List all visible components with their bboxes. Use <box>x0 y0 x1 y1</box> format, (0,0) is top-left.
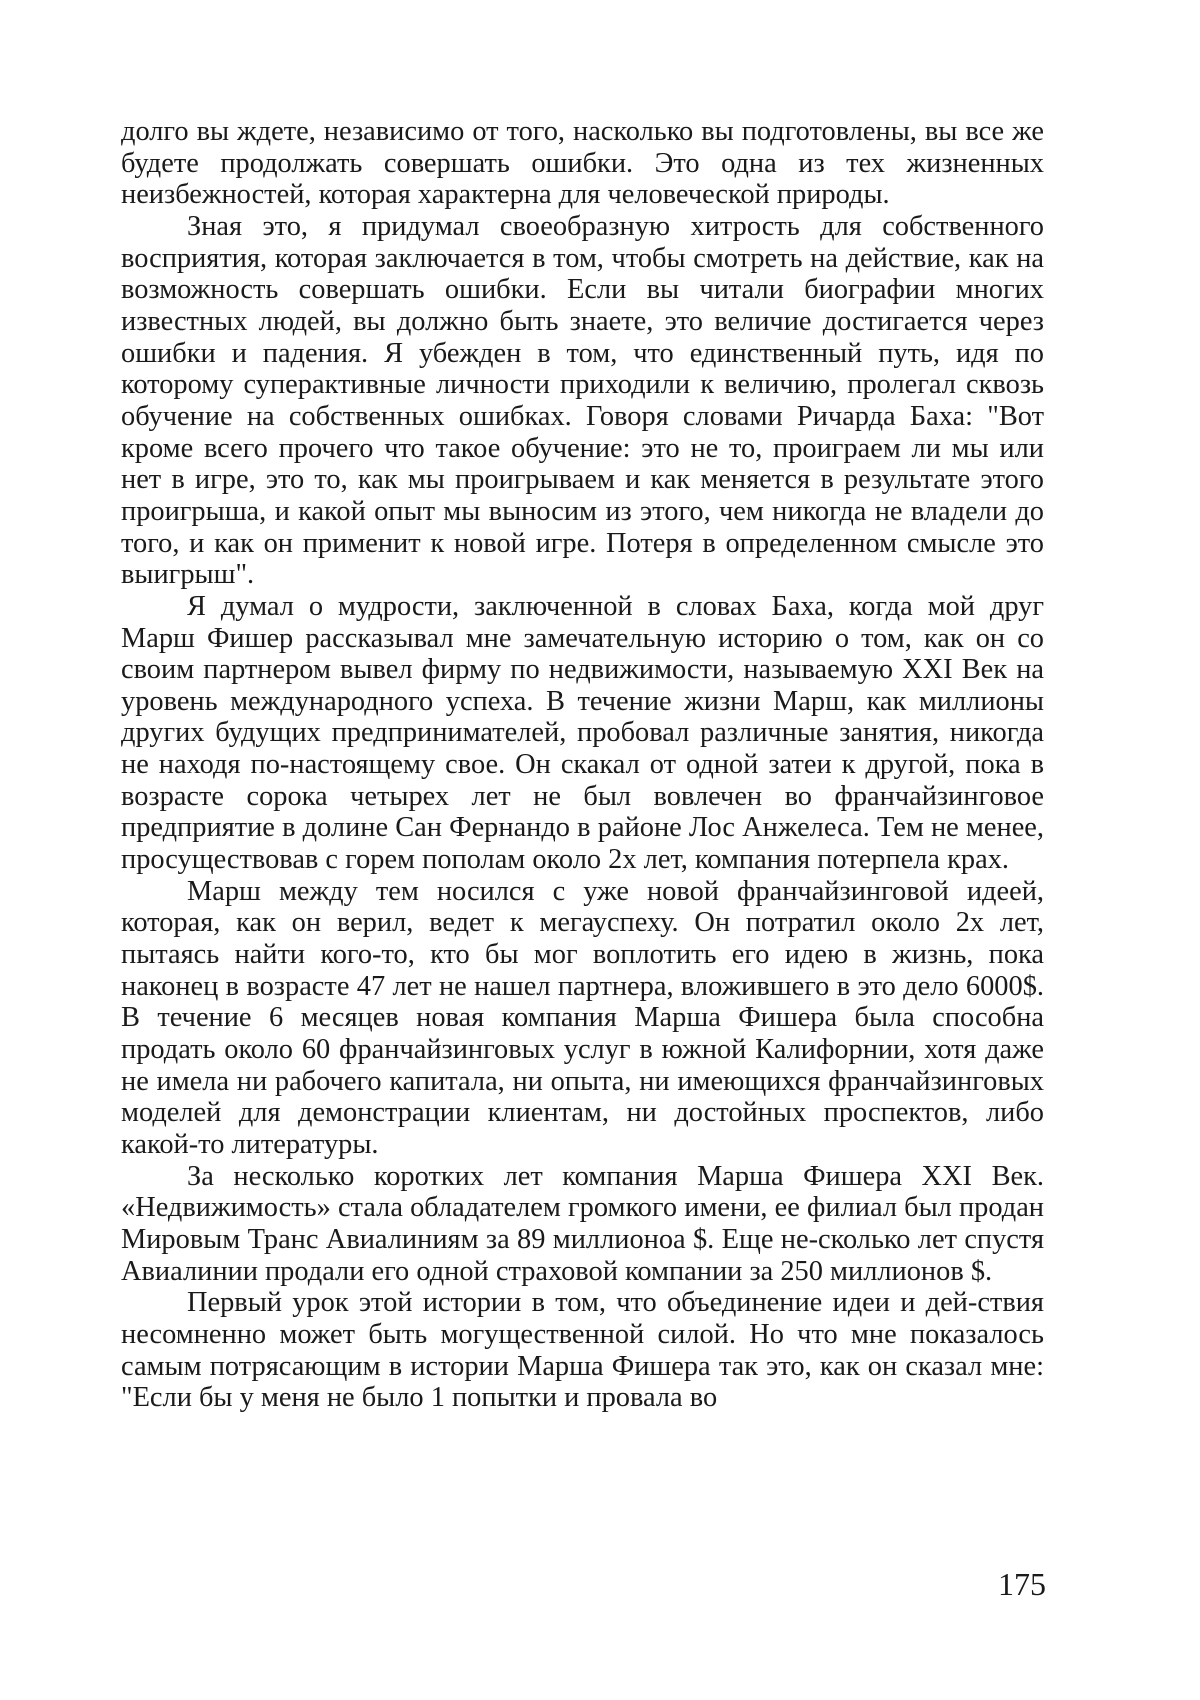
page-number: 175 <box>998 1566 1046 1602</box>
body-text <box>121 116 1044 1414</box>
paragraph: Зная это, я придумал своеобразную хитрость для собственного восприятия, которая заключается в том, чтобы смотреть на действие, как на возможность совершать ошибки. Если вы читали биографии многих известных людей, вы должно быть знаете, это величие достигается через ошибки и падения. Я убежден в том, что единственный путь, идя по которому суперактивные личности приходили к величию, пролегал сквозь обучение на собственных ошибках. Говоря словами Ричарда Баха: "Вот кроме всего прочего что такое обучение: это не то, проиграем ли мы или нет в игре, это то, как мы проигрываем и как меняется в результате этого проигрыша, и какой опыт мы выносим из этого, чем никогда не владели до того, и как он применит к новой игре. Потеря в определенном смысле это выигрыш". <box>121 210 1044 591</box>
paragraph: Марш между тем носился с уже новой франчайзинговой идеей, которая, как он верил, ведет к мегауспеху. Он потратил около 2х лет, пытаясь найти кого-то, кто бы мог воплотить его идею в жизнь, пока наконец в возрасте 47 лет не нашел партнера, вложившего в это дело 6000$. В течение 6 месяцев новая компания Марша Фишера была способна продать около 60 франчайзинговых услуг в южной Калифорнии, хотя даже не имела ни рабочего капитала, ни опыта, ни имеющихся франчайзинговых моделей для демонстрации клиентам, ни достойных проспектов, либо какой-то литературы. <box>121 875 1044 1160</box>
paragraph: Я думал о мудрости, заключенной в словах Баха, когда мой друг Марш Фишер рассказывал мне замечательную историю о том, как он со своим партнером вывел фирму по недвижимости, называемую XXI Век на уровень международного успеха. В течение жизни Марш, как миллионы других будущих предпринимателей, пробовал различные занятия, никогда не находя по-настоящему свое. Он скакал от одной затеи к другой, пока в возрасте сорока четырех лет не был вовлечен во франчайзинговое предприятие в долине Сан Фернандо в районе Лос Анжелеса. Тем не менее, просуществовав с горем пополам около 2х лет, компания потерпела крах. <box>121 590 1044 876</box>
paragraph-continuation: долго вы ждете, независимо от того, насколько вы подготовлены, вы все же будете продолжать совершать ошибки. Это одна из тех жизненных неизбежностей, которая характерна для человеческой природы. <box>121 116 1044 211</box>
paragraph: За несколько коротких лет компания Марша Фишера XXI Век. «Недвижимость» стала обладателем громкого имени, ее филиал был продан Мировым Транс Авиалиниям за 89 миллионоа $. Еще не-сколько лет спустя Авиалинии продали его одной страховой компании за 250 миллионов $. <box>121 1160 1044 1287</box>
paragraph: Первый урок этой истории в том, что объединение идеи и дей-ствия несомненно может быть могущественной силой. Но что мне показалось самым потрясающим в истории Марша Фишера так это, как он сказал мне: "Если бы у меня не было 1 попытки и провала во <box>121 1287 1044 1414</box>
